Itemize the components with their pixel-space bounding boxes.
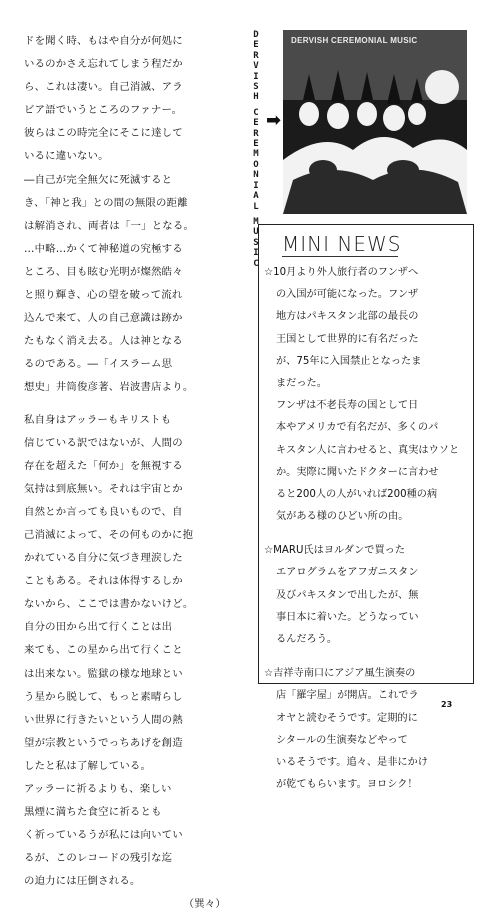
news-line xyxy=(264,417,470,439)
mini-news-title: MINI NEWS xyxy=(282,232,402,256)
vertical-title-letter: D xyxy=(253,30,259,40)
article-line: いるのかさえ忘れてしまう程だか xyxy=(24,58,183,71)
article-line: く祈っているうが私には向いてい xyxy=(24,829,183,842)
news-text: オヤと読むそうです。定期的に xyxy=(276,712,418,724)
vertical-title-letter: U xyxy=(253,227,259,238)
news-text: まだった。 xyxy=(276,377,327,389)
news-line xyxy=(264,685,470,707)
news-line xyxy=(264,484,470,506)
news-line xyxy=(264,351,470,373)
album-cover-image xyxy=(283,30,467,214)
news-text: の入国が可能になった。フンザ xyxy=(276,289,419,301)
article-line: 私自身はアッラーもキリストも xyxy=(24,413,172,426)
news-text: が乾てもらいます。ヨロシク！ xyxy=(276,779,418,791)
vertical-title-letter: I xyxy=(253,71,259,82)
article-line: したと私は了解している。 xyxy=(24,759,152,772)
news-line xyxy=(264,373,470,395)
news-text: 気がある様のひどい所の由。 xyxy=(276,511,409,523)
mini-news-body xyxy=(264,262,470,796)
article-line: るが、このレコードの残引な迄 xyxy=(24,852,173,865)
article-line: い世界に行きたいという人間の熱 xyxy=(24,713,183,726)
vertical-title-letter: O xyxy=(253,159,259,170)
article-line: 己消滅によって、その何ものかに抱 xyxy=(24,528,194,541)
news-text: MARU氏はヨルダンで買った xyxy=(273,545,406,557)
vertical-title-letter: V xyxy=(253,61,259,72)
vertical-title-letter: N xyxy=(253,170,259,181)
news-text: 及びパキスタンで出したが、無 xyxy=(276,589,419,601)
news-line xyxy=(264,585,470,607)
vertical-title-letter: E xyxy=(253,40,259,51)
article-line: ドを聞く時、もはや自分が何処に xyxy=(24,35,183,47)
news-line xyxy=(264,607,470,629)
article-line: ら、これは凄い。自己消滅、アラ xyxy=(24,81,183,94)
vertical-title-letter: A xyxy=(253,191,259,202)
news-text: いるそうです。追々、是非にかけ xyxy=(276,756,428,768)
news-text: か。実際に聞いたドクターに言わせ xyxy=(276,466,439,478)
article-line: 自然とか言っても良いもので、自 xyxy=(24,505,183,518)
news-item-gap xyxy=(264,528,470,540)
news-text: フンザは不老長寿の国として日 xyxy=(276,400,419,412)
news-text: エアログラムをアフガニスタン xyxy=(276,567,419,579)
news-text: 事日本に着いた。どうなってい xyxy=(276,611,419,623)
article-line: 存在を超えた「何か」を無視する xyxy=(24,459,183,472)
news-line xyxy=(264,774,470,796)
vertical-title-letter: I xyxy=(253,248,259,259)
news-text: 10月より外人旅行者のフンザへ xyxy=(273,267,419,278)
news-text: 地方はパキスタン北部の最長の xyxy=(276,311,419,323)
article-line: たもなく消え去る。人は神となる xyxy=(24,335,183,348)
vertical-title-letter: L xyxy=(253,201,259,212)
star-icon: ☆ xyxy=(264,545,274,557)
article-line: ところ、目も眩む光明が燦然皓々 xyxy=(24,265,183,278)
vertical-title-letter: M xyxy=(253,216,259,227)
article-line: こともある。それは体得するしか xyxy=(24,575,183,588)
article-line: と照り輝き、心の望を破って流れ xyxy=(24,289,183,302)
article-signature: （巽々） xyxy=(183,898,226,911)
news-text: ると200人の人がいれば200種の病 xyxy=(276,488,438,500)
article-line: かれている自分に気づき理涙した xyxy=(24,552,183,565)
news-text: シタールの生演奏などやって xyxy=(276,734,408,746)
news-line xyxy=(264,462,470,484)
vertical-title-letter: E xyxy=(253,139,259,150)
news-line xyxy=(264,540,470,562)
article-line: 望が宗教というでっちあげを創造 xyxy=(24,736,183,749)
vertical-title-letter: R xyxy=(253,50,259,61)
article-line xyxy=(24,400,232,409)
article-line: ビア語でいうところのファナー。 xyxy=(24,104,183,117)
news-item-gap xyxy=(264,651,470,663)
article-line: 来ても、この星から出て行くこと xyxy=(24,644,183,657)
news-text: 王国として世界的に有名だった xyxy=(276,333,419,345)
vertical-title-letter: I xyxy=(253,180,259,191)
vertical-title-letter: C xyxy=(253,258,259,269)
article-line: 気持は到底無い。それは宇宙とか xyxy=(24,482,183,495)
article-line: 込んで来て、人の自己意識は跡か xyxy=(24,312,183,325)
article-line: 黒煙に満ちた食空に祈るとも xyxy=(24,806,162,819)
article-line: は解消され、両者は「一」となる。 xyxy=(24,219,195,232)
vertical-title-letter: S xyxy=(253,237,259,248)
vertical-title-letter: C xyxy=(253,107,259,118)
star-icon: ☆ xyxy=(264,668,274,680)
album-cover-title: DERVISH CEREMONIAL MUSIC xyxy=(291,36,418,45)
vertical-title-letter: M xyxy=(253,149,259,160)
article-line: 自分の田から出て行くことは出 xyxy=(24,621,173,634)
article-line: …中略…かくて神秘道の究極する xyxy=(24,242,183,255)
news-line xyxy=(264,395,470,417)
article-line: いるに違いない。 xyxy=(24,150,109,163)
article-line: 想史」井筒俊彦著、岩波書店より。 xyxy=(24,381,194,394)
news-line xyxy=(264,440,470,462)
news-line xyxy=(264,306,470,328)
news-line xyxy=(264,663,470,685)
news-text: キスタン人に言わせると、真実はウソと xyxy=(276,444,460,456)
article-line: き、「神と我」との間の無限の距離 xyxy=(24,196,188,209)
star-icon: ☆ xyxy=(264,267,274,278)
news-line xyxy=(264,752,470,774)
vertical-title-letter: S xyxy=(253,82,259,93)
news-line xyxy=(264,329,470,351)
vertical-title-letter: E xyxy=(253,118,259,129)
vertical-title-letter: H xyxy=(253,92,259,103)
news-line xyxy=(264,629,470,651)
article-line: るのである。―「イスラーム思 xyxy=(24,358,173,371)
article-line: ないから、ここでは書かないけど。 xyxy=(24,598,194,611)
news-line xyxy=(264,708,470,730)
article-line: 彼らはこの時完全にそこに達して xyxy=(24,127,183,140)
news-text: 吉祥寺南口にアジア風生演奏の xyxy=(273,668,416,680)
news-line xyxy=(264,284,470,306)
news-line xyxy=(264,730,470,752)
article-line: う星から脱して、もっと素晴らし xyxy=(24,690,183,703)
news-text: が、75年に入国禁止となったま xyxy=(276,355,422,367)
arrow-right-icon: ➡ xyxy=(266,110,282,131)
page-number: 23 xyxy=(441,700,453,709)
mini-news-title-underline xyxy=(282,256,398,257)
news-text: 店「羅字屋」が開店。これでラ xyxy=(276,690,419,702)
dervish-figures-graphic xyxy=(283,30,467,214)
news-line xyxy=(264,262,470,284)
article-line: ―自己が完全無欠に死滅すると xyxy=(24,173,173,186)
article-line: の迫力には圧倒される。 xyxy=(24,875,141,888)
vertical-title-letter: R xyxy=(253,128,259,139)
article-column xyxy=(24,30,232,917)
news-text: るんだろう。 xyxy=(276,634,338,645)
news-text: 本やアメリカで有名だが、多くのパ xyxy=(276,422,439,434)
article-line: 信じている訳ではないが、人間の xyxy=(24,436,183,449)
news-line xyxy=(264,562,470,584)
article-line: は出来ない。監獄の様な地球とい xyxy=(24,667,183,680)
article-line: アッラーに祈るよりも、楽しい xyxy=(24,783,172,795)
news-line xyxy=(264,506,470,528)
